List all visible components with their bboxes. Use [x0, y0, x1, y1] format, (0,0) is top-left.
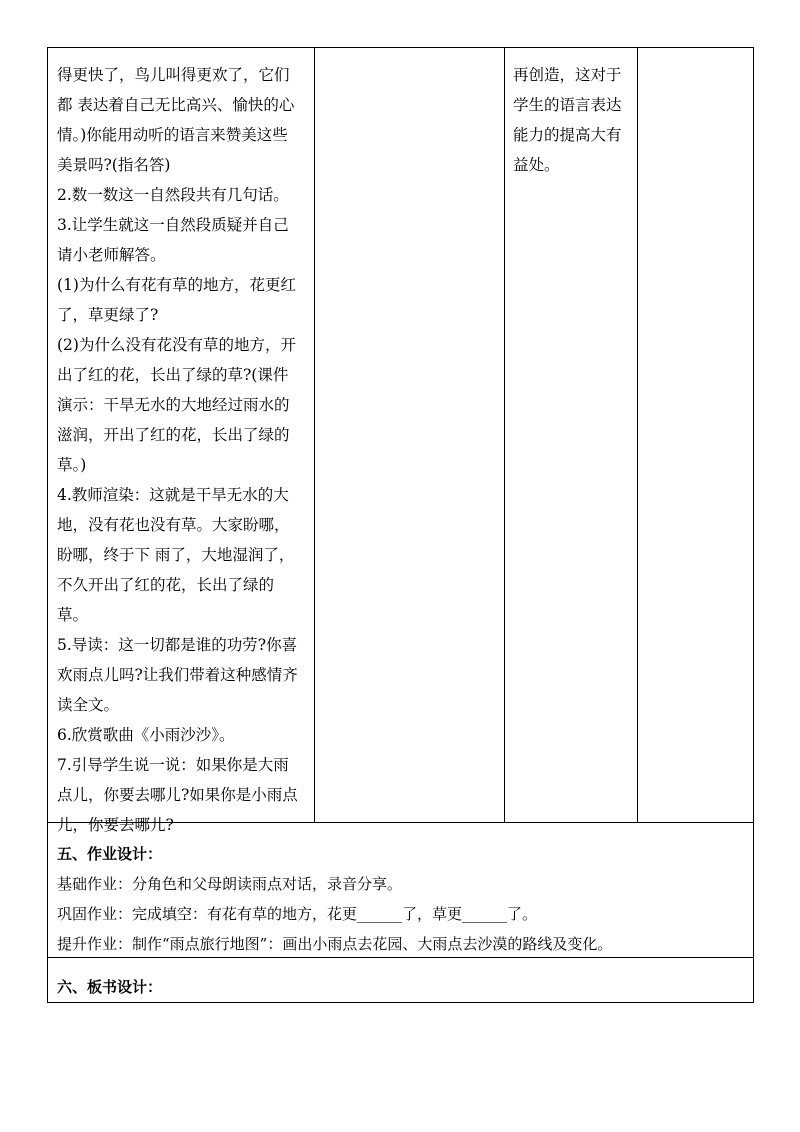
- process-text-line: (1)为什么有花有草的地方，花更红: [57, 276, 296, 294]
- process-text-line: (2)为什么没有花没有草的地方，开: [57, 336, 296, 354]
- intent-text-line: 学生的语言表达: [513, 96, 622, 114]
- teaching-process-row: [48, 48, 754, 823]
- teaching-process-text: [48, 48, 314, 834]
- extend-homework: 提升作业：制作“雨点旅行地图”：画出小雨点去花园、大雨点去沙漠的路线及变化。: [57, 935, 613, 953]
- consolidate-homework: 巩固作业：完成填空：有花有草的地方，花更______了，草更______了。: [57, 905, 538, 923]
- process-text-line: 得更快了，鸟儿叫得更欢了，它们: [57, 66, 290, 84]
- process-text-line: 儿，你要去哪儿?: [57, 816, 174, 834]
- process-text-line: 滋润，开出了红的花，长出了绿的: [57, 426, 290, 444]
- homework-heading: 五、作业设计：: [57, 845, 163, 863]
- process-text-line: 地，没有花也没有草。大家盼哪，: [57, 516, 290, 534]
- teaching-process-cell: [48, 48, 315, 834]
- process-text-line: 7.引导学生说一说：如果你是大雨: [57, 756, 289, 774]
- process-text-line: 了，草更绿了?: [57, 306, 159, 324]
- process-text-line: 请小老师解答。: [57, 246, 166, 264]
- design-intent-cell: [505, 48, 638, 823]
- notes-cell: [638, 48, 754, 823]
- process-text-line: 情。)你能用动听的语言来赞美这些: [57, 126, 288, 144]
- process-text-line: 6.欣赏歌曲《小雨沙沙》。: [57, 726, 235, 744]
- process-text-line: 演示：干旱无水的大地经过雨水的: [57, 396, 290, 414]
- process-text-line: 盼哪，终于下 雨了，大地湿润了，: [57, 546, 295, 564]
- process-text-line: 草。): [57, 456, 87, 474]
- process-text-line: 点儿，你要去哪儿?如果你是小雨点: [57, 786, 298, 804]
- intent-text-line: 再创造，这对于: [513, 66, 622, 84]
- process-text-line: 欢雨点儿吗?让我们带着这种感情齐: [57, 666, 298, 684]
- intent-text-line: 益处。: [513, 156, 560, 174]
- process-text-line: 5.导读：这一切都是谁的功劳?你喜: [57, 636, 298, 654]
- lesson-plan-table: [47, 47, 754, 1003]
- board-design-heading: 六、板书设计：: [57, 978, 163, 996]
- process-text-line: 不久开出了红的花，长出了绿的: [57, 576, 275, 594]
- intent-text-line: 能力的提高大有: [513, 126, 622, 144]
- process-text-line: 美景吗?(指名答): [57, 156, 171, 174]
- process-text-line: 2.数一数这一自然段共有几句话。: [57, 186, 289, 204]
- design-intent-text: [505, 48, 637, 180]
- process-text-line: 都 表达着自己无比高兴、愉快的心: [57, 96, 295, 114]
- process-text-line: 草。: [57, 606, 89, 624]
- homework-row: [48, 823, 754, 958]
- process-text-line: 4.教师渲染：这就是干旱无水的大: [57, 486, 289, 504]
- board-design-row: [48, 958, 754, 1003]
- student-activity-cell: [315, 48, 505, 823]
- process-text-line: 出了红的花，长出了绿的草?(课件: [57, 366, 289, 384]
- basic-homework: 基础作业：分角色和父母朗读雨点对话，录音分享。: [57, 875, 403, 893]
- process-text-line: 3.让学生就这一自然段质疑并自己: [57, 216, 289, 234]
- homework-cell: [48, 823, 754, 958]
- process-text-line: 读全文。: [57, 696, 120, 714]
- board-design-cell: [48, 958, 754, 1003]
